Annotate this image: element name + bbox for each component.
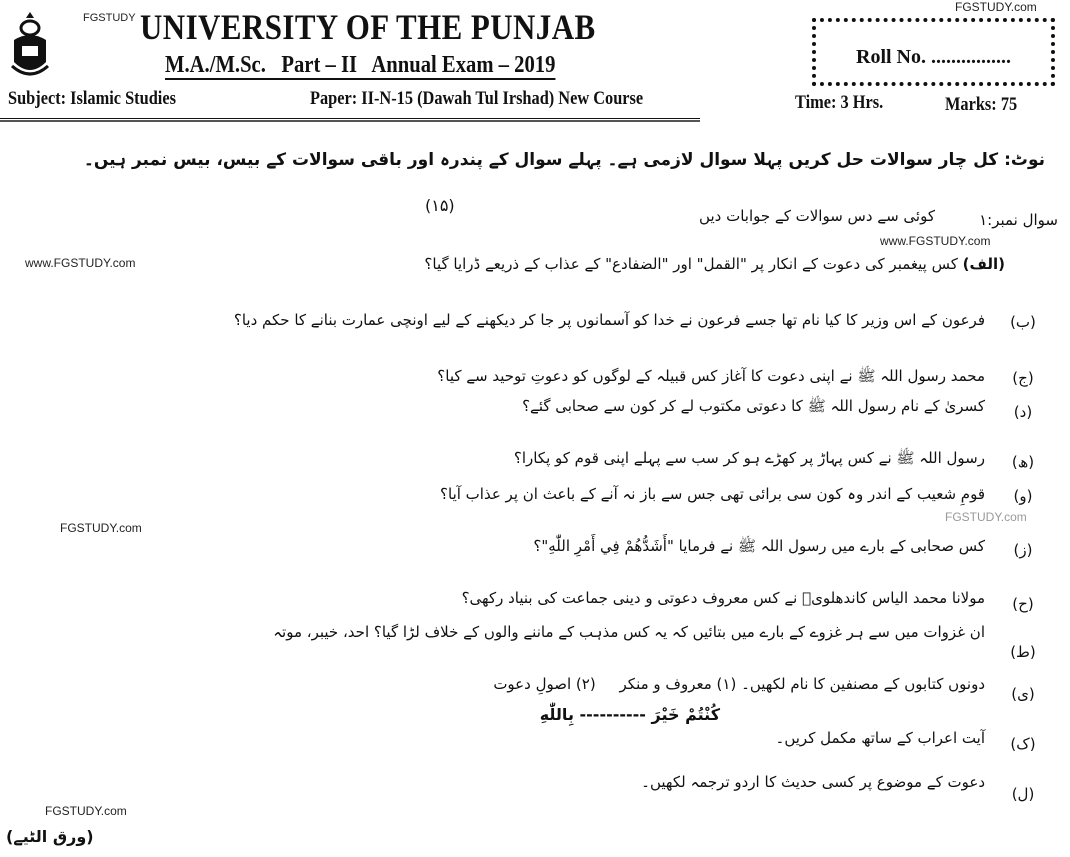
question-instruction: کوئی سے دس سوالات کے جوابات دیں [699, 207, 935, 225]
part-label: (ی) [1011, 685, 1035, 703]
instructions-note: نوٹ: کل چار سوالات حل کریں پہلا سوال لازمی ہے۔ پہلے سوال کے پندرہ اور باقی سوالات کے بیس، بیس نمبر ہیں۔ [83, 150, 1045, 170]
part-label: (د) [1013, 403, 1033, 421]
part-text: ان غزوات میں سے ہر غزوے کے بارے میں بتائیں کہ یہ کس مذہب کے ماننے والوں کے خلاف لڑا گیا؟ احد، خیبر، موتہ [273, 623, 985, 641]
total-marks: Marks: 75 [945, 94, 1018, 115]
part-label: (ب) [1010, 313, 1036, 331]
watermark: FGSTUDY.com [45, 804, 127, 818]
part-text: قومِ شعیب کے اندر وہ کون سی برائی تھی جس سے باز نہ آنے کے باعث ان پر عذاب آیا؟ [440, 485, 985, 503]
watermark: www.FGSTUDY.com [25, 256, 136, 270]
watermark: www.FGSTUDY.com [880, 234, 991, 248]
part-label: (الف) [962, 255, 1005, 273]
subject: Subject: Islamic Studies [8, 88, 176, 109]
watermark: FGSTUDY.com [945, 510, 1027, 524]
roll-number-box[interactable] [812, 18, 1055, 86]
watermark: FGSTUDY.com [955, 0, 1037, 14]
quran-verse: كُنْتُمْ خَيْرَ ---------- بِاللّٰهِ [539, 705, 720, 724]
part-alif [424, 254, 1005, 274]
header-divider [0, 118, 700, 122]
part-text: کسریٰ کے نام رسول اللہ ﷺ کا دعوتی مکتوب لے کر کون سے صحابی گئے؟ [522, 397, 985, 415]
exam-title [165, 52, 555, 79]
question-number: سوال نمبر:۱ [979, 211, 1058, 229]
part-label: (ک) [1010, 735, 1036, 753]
part-label: (ھ) [1011, 453, 1035, 471]
part-text: کس پیغمبر کی دعوت کے انکار پر "القمل" اور "الضفادع" کے عذاب کے ذریعے ڈرایا گیا؟ [424, 255, 958, 273]
part-text: محمد رسول اللہ ﷺ نے اپنی دعوت کا آغاز کس قبیلہ کے لوگوں کو دعوتِ توحید سے کیا؟ [437, 367, 985, 385]
part-text: دعوت کے موضوع پر کسی حدیث کا اردو ترجمہ لکھیں۔ [641, 773, 985, 791]
watermark: FGSTUDY [83, 12, 136, 24]
time-allowed: Time: 3 Hrs. [795, 92, 884, 113]
question-marks: (۱۵) [425, 196, 455, 215]
part-text: رسول اللہ ﷺ نے کس پہاڑ پر کھڑے ہو کر سب سے پہلے اپنی قوم کو پکارا؟ [513, 449, 985, 467]
watermark: FGSTUDY.com [60, 521, 142, 535]
part-text: کس صحابی کے بارے میں رسول اللہ ﷺ نے فرمایا "أَشَدُّهُمْ فِي أَمْرِ اللّٰهِ"؟ [533, 537, 985, 555]
exam-title-text: M.A./M.Sc. Part – II Annual Exam – 2019 [165, 52, 556, 78]
part-label: (ح) [1012, 595, 1034, 613]
part-label: (ز) [1013, 541, 1033, 559]
part-label: (ط) [1010, 643, 1036, 661]
university-name: UNIVERSITY OF THE PUNJAB [140, 7, 596, 47]
university-logo-icon [8, 10, 52, 82]
part-label: (ل) [1011, 785, 1035, 803]
roll-number-label: Roll No. ................ [856, 46, 1011, 68]
part-text: آیت اعراب کے ساتھ مکمل کریں۔ [775, 729, 985, 747]
part-text: دونوں کتابوں کے مصنفین کا نام لکھیں۔ (۱) معروف و منکر (۲) اصولِ دعوت [493, 675, 985, 693]
part-text: فرعون کے اس وزیر کا کیا نام تھا جسے فرعون نے خدا کو آسمانوں پر جا کر دیکھنے کے لیے اونچی عمارت بنانے کا حکم دیا؟ [233, 311, 985, 329]
part-label: (و) [1013, 487, 1033, 505]
paper-code: Paper: II-N-15 (Dawah Tul Irshad) New Course [310, 88, 644, 109]
part-label: (ج) [1012, 369, 1034, 387]
part-text: مولانا محمد الیاس کاندھلویؒ نے کس معروف دعوتی و دینی جماعت کی بنیاد رکھی؟ [461, 589, 985, 607]
turn-over-note: (ورق الٹیے) [6, 827, 94, 846]
